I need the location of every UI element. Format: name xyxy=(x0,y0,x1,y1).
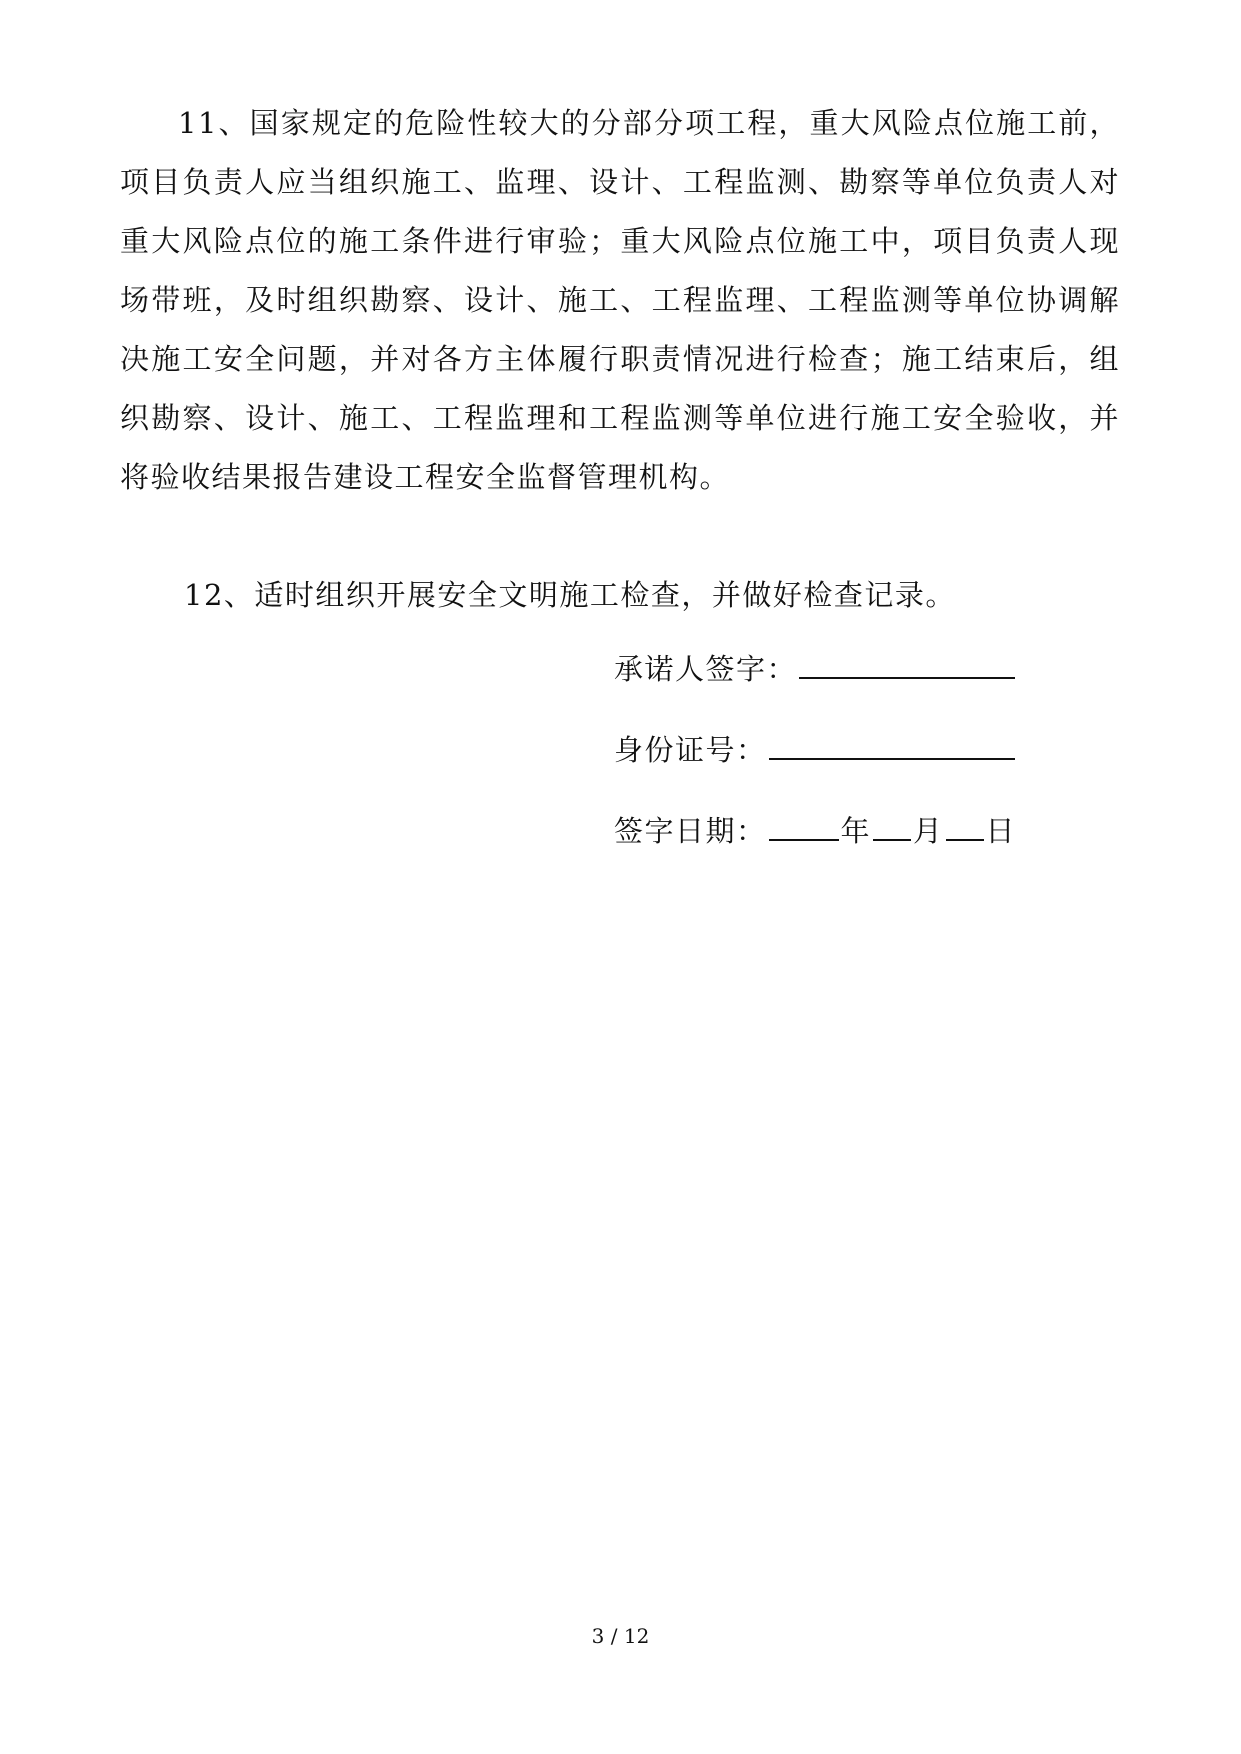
signer-signature-row xyxy=(614,647,1017,689)
id-number-row xyxy=(614,728,1017,770)
id-number-label: 身份证号： xyxy=(614,733,767,767)
day-blank[interactable] xyxy=(946,809,984,841)
signing-date-row xyxy=(614,809,1016,851)
signer-signature-blank[interactable] xyxy=(799,647,1015,679)
month-blank[interactable] xyxy=(873,809,911,841)
year-unit: 年 xyxy=(840,814,872,848)
paragraph-item-12: 12、适时组织开展安全文明施工检查，并做好检查记录。 xyxy=(184,578,956,612)
page-number: 3 / 12 xyxy=(591,1624,650,1648)
id-number-blank[interactable] xyxy=(769,728,1015,760)
day-unit: 日 xyxy=(985,814,1017,848)
month-unit: 月 xyxy=(913,814,944,848)
signer-label: 承诺人签字： xyxy=(614,652,798,686)
paragraph-item-11: 11、国家规定的危险性较大的分部分项工程，重大风险点位施工前，项目负责人应当组织施工、监理、设计、工程监测、勘察等单位负责人对重大风险点位的施工条件进行审验；重大风险点位施工中，项目负责人现场带班，及时组织勘察、设计、施工、工程监理、工程监测等单位协调解决施工安全问题，并对各方主体履行职责情况进行检查；施工结束后，组织勘察、设计、施工、工程监理和工程监测等单位进行施工安全验收，并将验收结果报告建设工程安全监督管理机构。 xyxy=(120,106,1120,494)
year-blank[interactable] xyxy=(769,809,839,841)
signing-date-label: 签字日期： xyxy=(614,814,767,848)
